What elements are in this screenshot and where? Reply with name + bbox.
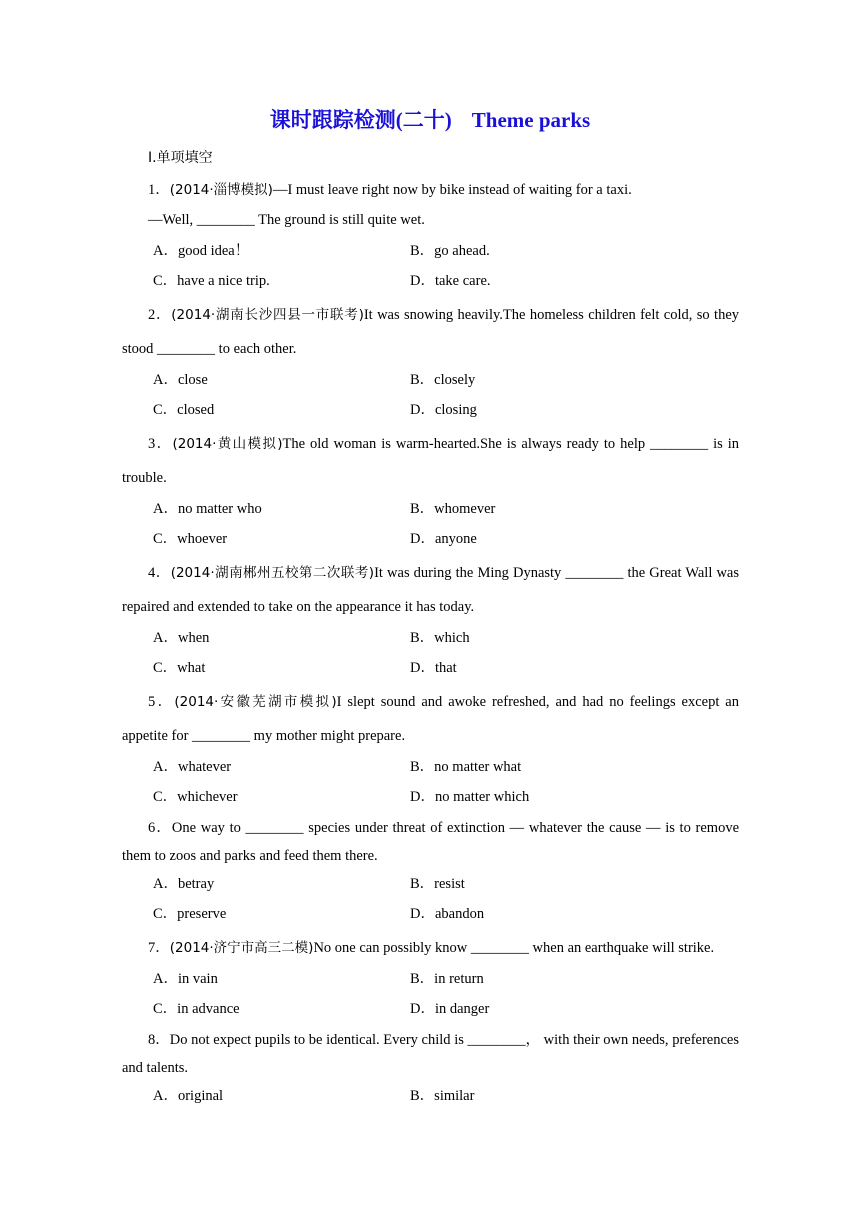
question-number: 8． (148, 1032, 170, 1048)
question-source: (2014·黄山模拟) (172, 436, 283, 452)
options (122, 624, 739, 683)
question-text: The old woman is warm-hearted.She is always ready to help ________ is in trouble. (122, 436, 740, 486)
options (122, 495, 739, 554)
question-source: (2014·湖南郴州五校第二次联考) (170, 565, 375, 581)
option-b[interactable]: B．whomever (410, 501, 496, 517)
option-d[interactable]: D．no matter which (410, 788, 530, 805)
question-number: 3． (148, 436, 173, 452)
option-b[interactable]: B．closely (410, 372, 476, 388)
option-b[interactable]: B．go ahead. (410, 243, 490, 259)
option-d[interactable]: D．closing (410, 401, 477, 418)
question-text: No one can possibly know ________ when an earthquake will strike. (313, 940, 715, 956)
option-a[interactable]: A．betray (153, 876, 215, 892)
option-d[interactable]: D．anyone (410, 530, 477, 547)
question-6 (122, 814, 739, 929)
question-2 (122, 298, 739, 425)
question-stem (122, 298, 739, 366)
question-subline: —Well, ________ The ground is still quite wet. (148, 212, 425, 228)
question-7 (122, 931, 739, 1024)
question-5 (122, 685, 739, 812)
option-a[interactable]: A．original (153, 1088, 224, 1104)
option-a[interactable]: A．close (153, 372, 208, 388)
question-number: 2． (148, 307, 172, 323)
options (122, 1082, 739, 1112)
title-main: 课时跟踪检测(二十) (269, 108, 452, 132)
question-stem (122, 814, 739, 870)
question-source: (2014·济宁市高三二模) (169, 940, 314, 956)
question-number: 6． (148, 820, 172, 836)
question-source: (2014·湖南长沙四县一市联考) (171, 307, 364, 323)
option-a[interactable]: A．in vain (153, 971, 218, 987)
question-text: I slept sound and awoke refreshed, and had no feelings except an appetite for ________ my mother might prepare. (122, 694, 739, 744)
section-heading: Ⅰ.单项填空 (148, 150, 213, 166)
question-text: —I must leave right now by bike instead of waiting for a taxi. (272, 182, 632, 198)
option-d[interactable]: D．take care. (410, 272, 491, 289)
options (122, 870, 739, 929)
question-number: 1． (148, 182, 170, 198)
question-number: 4． (148, 565, 171, 581)
question-stem (122, 1026, 739, 1082)
option-a[interactable]: A．good idea！ (153, 243, 250, 259)
question-stem (122, 556, 739, 624)
options (122, 366, 739, 425)
title-sub: Theme parks (471, 108, 591, 132)
question-text: Do not expect pupils to be identical. Every child is ________， with their own needs, preferences and talents. (122, 1032, 739, 1076)
question-8 (122, 1026, 739, 1112)
option-c[interactable]: C．in advance (153, 1000, 240, 1017)
option-d[interactable]: D．in danger (410, 1000, 490, 1017)
option-b[interactable]: B．similar (410, 1088, 475, 1104)
page-title (0, 104, 860, 134)
option-c[interactable]: C．closed (153, 401, 215, 418)
option-a[interactable]: A．whatever (153, 759, 232, 775)
option-b[interactable]: B．resist (410, 876, 465, 892)
question-source: (2014·淄博模拟) (169, 182, 273, 198)
options (122, 237, 739, 296)
question-stem (122, 931, 739, 965)
option-a[interactable]: A．when (153, 630, 210, 646)
question-text: It was snowing heavily.The homeless children felt cold, so they stood ________ to each other. (122, 307, 740, 357)
question-text: It was during the Ming Dynasty ________ the Great Wall was repaired and extended to take on the appearance it has today. (122, 565, 740, 615)
question-4 (122, 556, 739, 683)
option-c[interactable]: C．whoever (153, 530, 228, 547)
question-list (122, 177, 739, 1112)
option-a[interactable]: A．no matter who (153, 501, 262, 517)
option-c[interactable]: C．have a nice trip. (153, 272, 270, 289)
question-source: (2014·安徽芜湖市模拟) (174, 694, 337, 710)
option-b[interactable]: B．in return (410, 971, 484, 987)
options (122, 753, 739, 812)
option-b[interactable]: B．which (410, 630, 470, 646)
option-d[interactable]: D．abandon (410, 905, 485, 922)
question-stem (122, 177, 739, 203)
question-3 (122, 427, 739, 554)
question-number: 5． (148, 694, 175, 710)
question-text: One way to ________ species under threat of extinction — whatever the cause — is to remove them to zoos and parks and feed them there. (122, 820, 740, 864)
question-number: 7． (148, 940, 170, 956)
options (122, 965, 739, 1024)
option-c[interactable]: C．what (153, 659, 206, 676)
option-b[interactable]: B．no matter what (410, 759, 522, 775)
question-1 (122, 177, 739, 296)
option-d[interactable]: D．that (410, 659, 457, 676)
option-c[interactable]: C．whichever (153, 788, 238, 805)
question-stem (122, 427, 739, 495)
question-stem (122, 685, 739, 753)
option-c[interactable]: C．preserve (153, 905, 227, 922)
